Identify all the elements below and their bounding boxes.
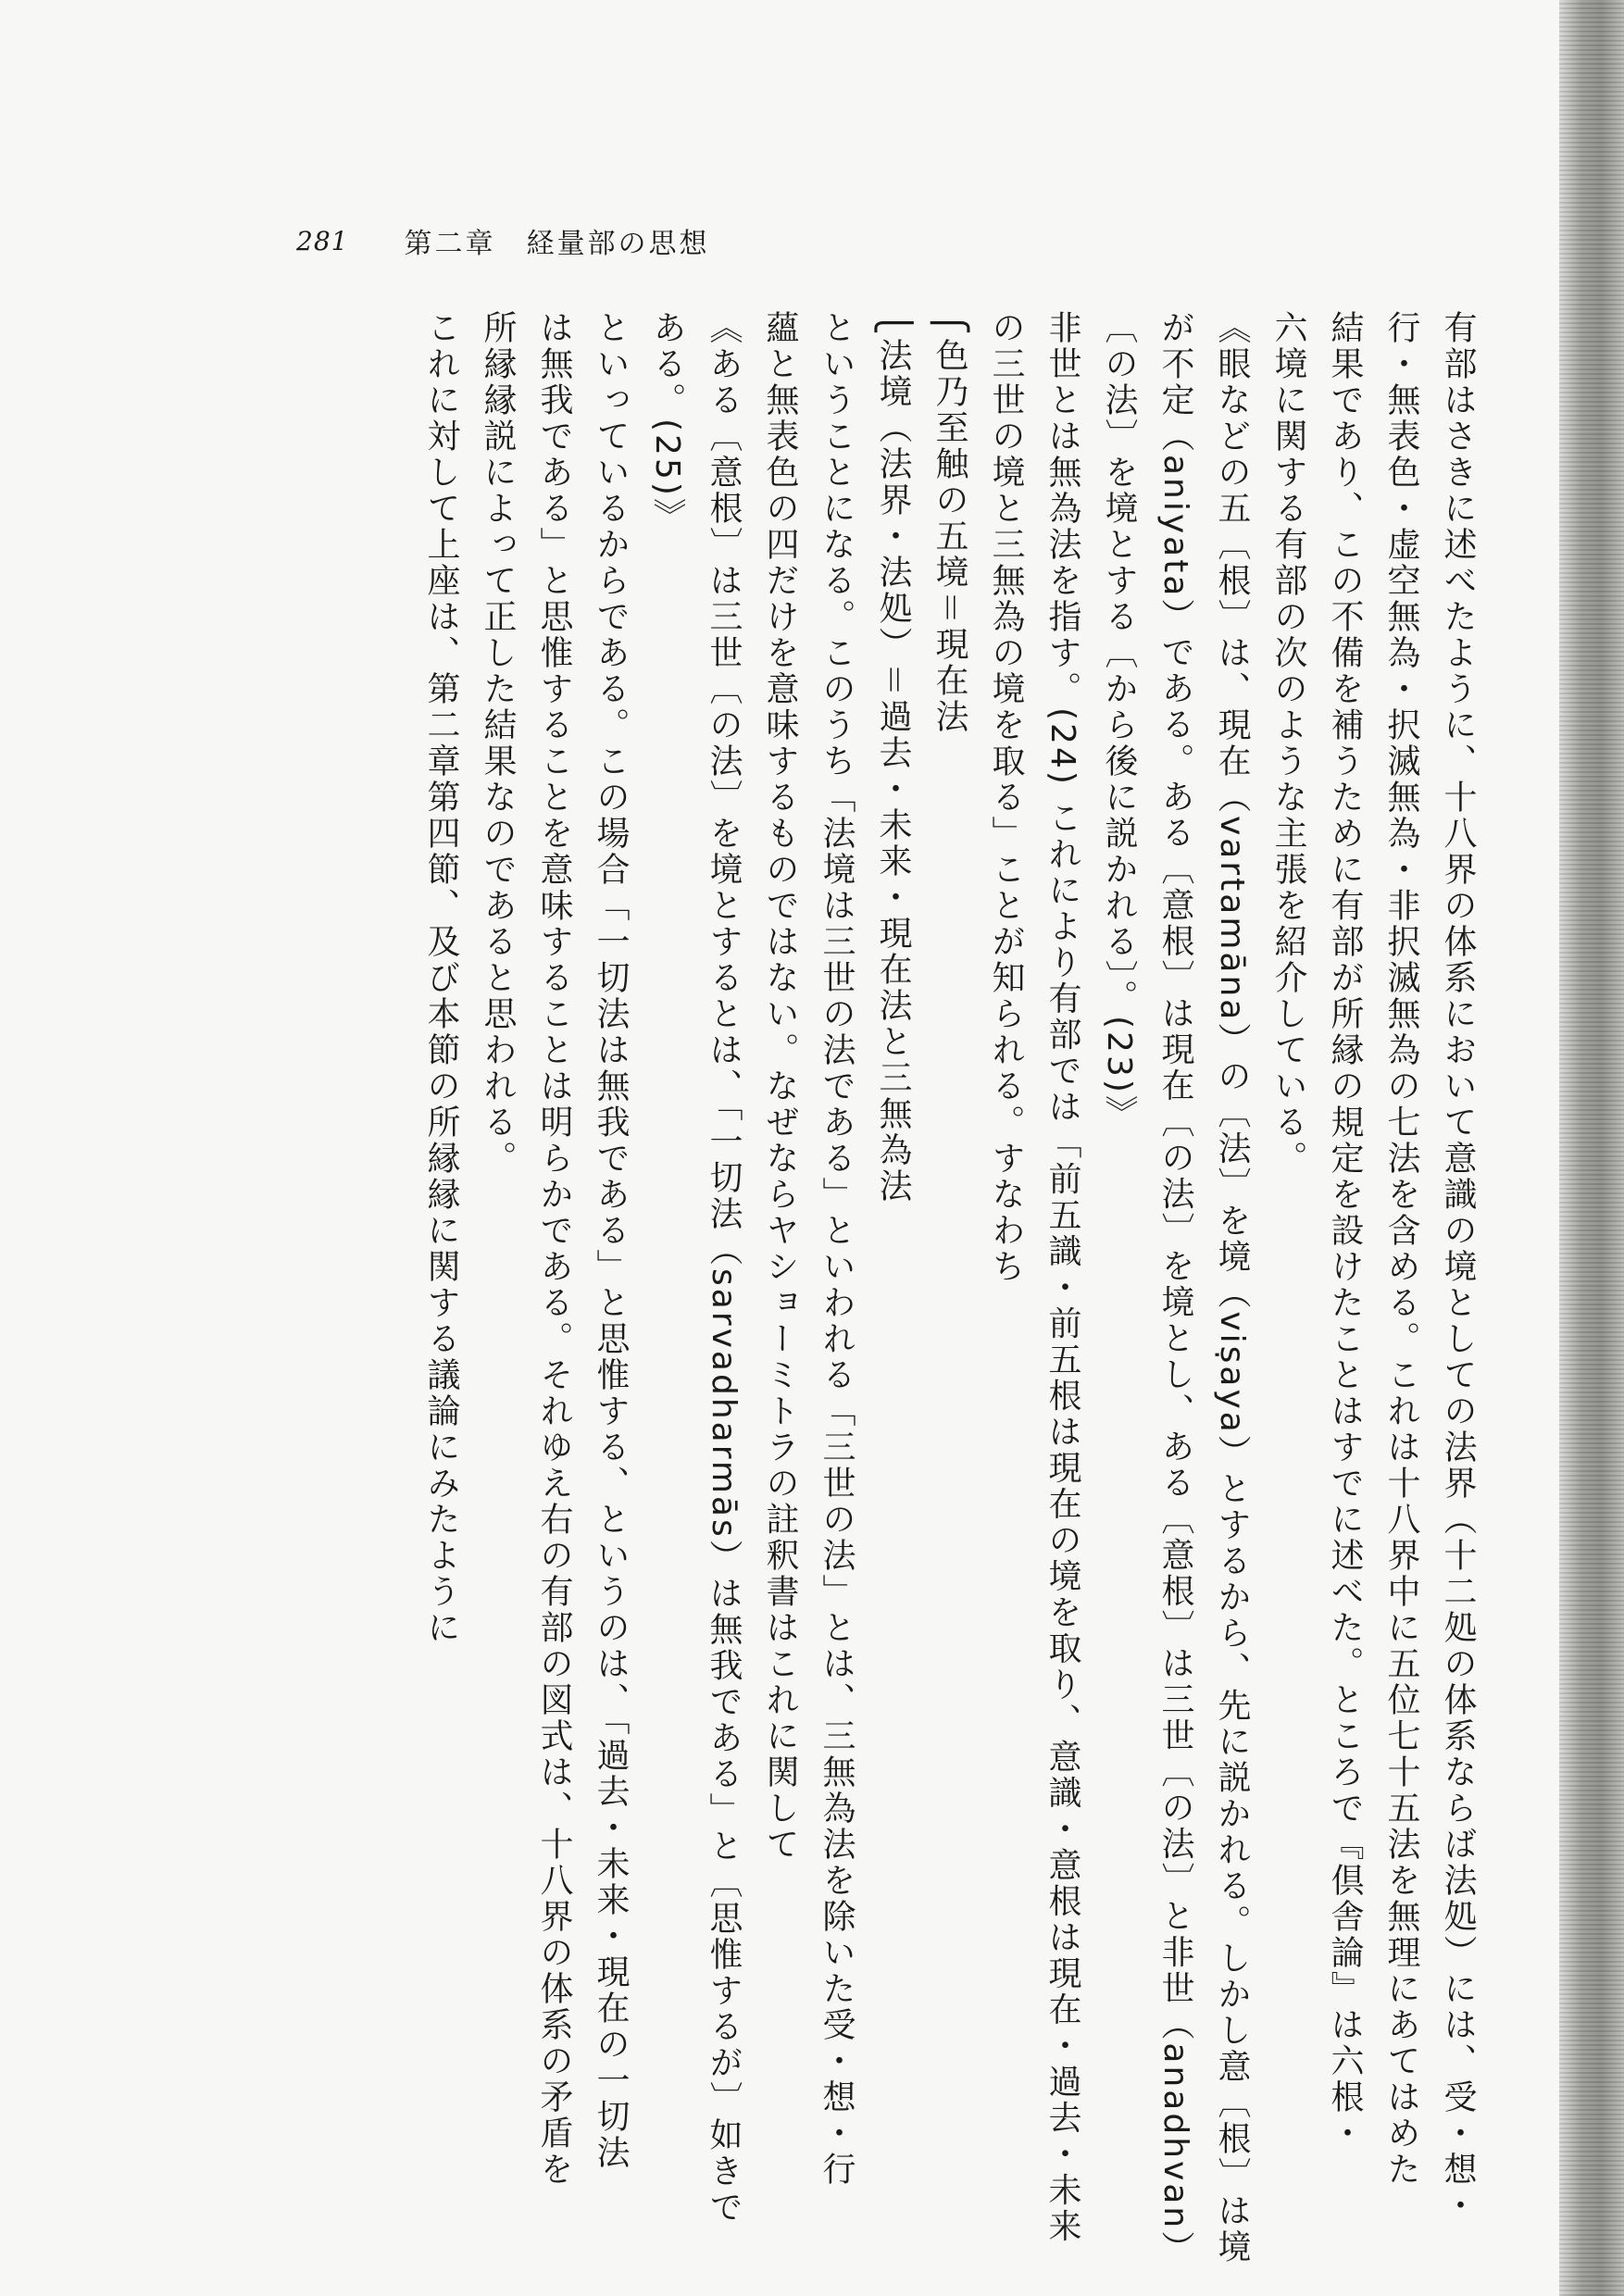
text-line: ⎩法境（法界・法処）＝過去・未来・現在法と三無為法 — [874, 310, 912, 1204]
text-line: 蘊と無表色の四だけを意味するものではない。なぜならヤショーミトラの註釈書はこれに関して — [761, 310, 799, 1863]
text-line: の三世の境と三無為の境を取る」ことが知られる。すなわち — [987, 310, 1025, 1285]
binding-shadow — [1559, 0, 1624, 2296]
text-line: 所縁縁説によって正した結果なのであると思われる。 — [479, 310, 517, 1177]
page-header — [296, 222, 709, 259]
text-line: が不定（aniyata）である。ある〔意根〕は現在〔の法〕を境とし、ある〔意根〕は三世〔の法〕と非世（anadhvan） — [1156, 310, 1194, 2267]
text-line: ということになる。このうち「法境は三世の法である」といわれる「三世の法」とは、三無為法を除いた受・想・行 — [818, 310, 856, 2188]
text-line: といっているからである。この場合「一切法は無我である」と思惟する、というのは、「過去・未来・現在の一切法 — [592, 310, 630, 2171]
text-line: 行・無表色・虚空無為・択滅無為・非択滅無為の七法を含める。これは十八界中に五位七十五法を無理にあてはめた — [1382, 310, 1420, 2188]
text-line: は無我である」と思惟することを意味することは明らかである。それゆえ右の有部の図式は、十八界の体系の矛盾を — [535, 310, 573, 2188]
text-line: 結果であり、この不備を補うために有部が所縁の規定を設けたことはすでに述べた。ところで『倶舎論』は六根・ — [1326, 310, 1364, 2152]
text-line: 〔の法〕を境とする〔から後に説かれる〕。(23)》 — [1100, 310, 1138, 1131]
text-line: 六境に関する有部の次のような主張を紹介している。 — [1269, 310, 1307, 1177]
body-text — [245, 310, 1486, 2267]
text-line: ⎧色乃至触の五境＝現在法 — [931, 310, 968, 735]
page-number: 281 — [296, 225, 349, 256]
text-line: 《眼などの五〔根〕は、現在（vartamāna）の〔法〕を境（viṣaya）とするから、先に説かれる。しかし意〔根〕は境 — [1213, 310, 1251, 2265]
running-title: 第二章 経量部の思想 — [404, 228, 710, 260]
text-line: 《ある〔意根〕は三世〔の法〕を境とするとは、「一切法（sarvadharmās）は無我である」と〔思惟するが〕如きで — [705, 310, 743, 2226]
text-line: 有部はさきに述べたように、十八界の体系において意識の境としての法界（十二処の体系ならば法処）には、受・想・ — [1439, 310, 1477, 2224]
text-line: ある。(25)》 — [648, 310, 686, 534]
text-line: 非世とは無為法を指す。(24) これにより有部では「前五識・前五根は現在の境を取り、意識・意根は現在・過去・未来 — [1043, 310, 1081, 2245]
text-line: これに対して上座は、第二章第四節、及び本節の所縁縁に関する議論にみたように — [422, 310, 460, 1646]
